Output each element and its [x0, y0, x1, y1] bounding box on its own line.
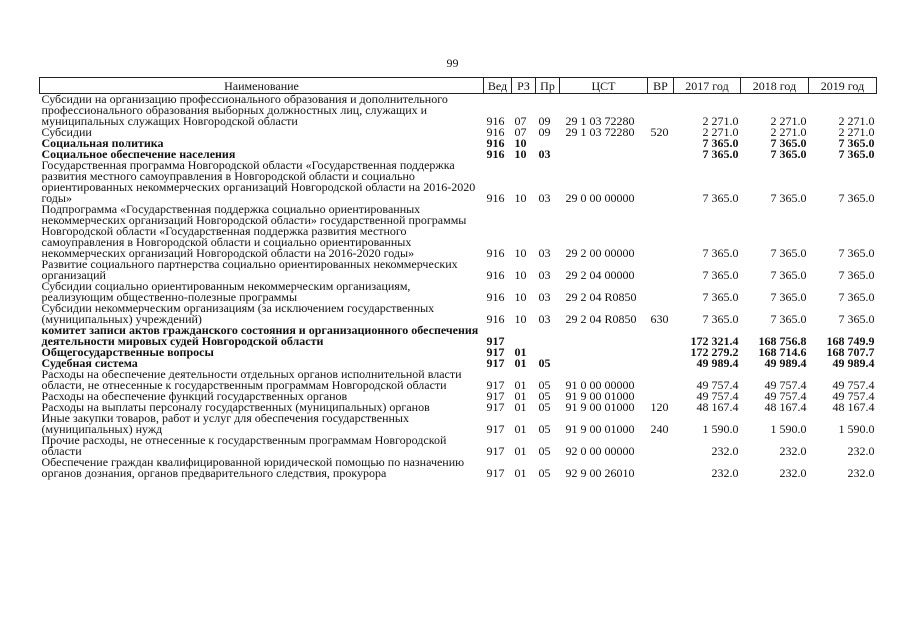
cell-ved: 917	[486, 345, 505, 359]
table-row	[40, 303, 877, 325]
cell-name: Иные закупки товаров, работ и услуг для обеспечения государственных (муниципальных) нужд	[41, 411, 409, 436]
cell-2018: 168 756.8	[758, 334, 807, 348]
cell-2019: 49 757.4	[832, 389, 875, 403]
cell-rz: 10	[514, 268, 527, 282]
cell-pr	[536, 325, 560, 347]
cell-pr: 03	[538, 290, 551, 304]
table-row	[40, 94, 877, 128]
cell-cst: 92 9 00 26010	[565, 466, 635, 480]
cell-rz: 10	[514, 246, 527, 260]
table-row	[40, 127, 877, 138]
cell-2018: 48 167.4	[764, 400, 807, 414]
cell-name: Прочие расходы, не отнесенные к государственным программам Новгородской области	[41, 433, 447, 458]
cell-2018: 7 365.0	[770, 191, 807, 205]
cell-rz: 01	[514, 444, 527, 458]
cell-name: Развитие социального партнерства социально ориентированных некоммерческих организаций	[41, 257, 458, 282]
cell-rz: 01	[514, 422, 527, 436]
cell-2017: 7 365.0	[702, 268, 739, 282]
cell-2019: 48 167.4	[832, 400, 875, 414]
cell-rz: 07	[514, 125, 527, 139]
table-row	[40, 369, 877, 391]
cell-2018: 49 989.4	[764, 356, 807, 370]
cell-vr: 520	[650, 125, 669, 139]
cell-2019: 49 757.4	[832, 378, 875, 392]
cell-2019: 7 365.0	[838, 191, 875, 205]
cell-cst: 92 0 00 00000	[565, 444, 635, 458]
cell-vr	[648, 435, 674, 457]
header-2019: 2019 год	[809, 78, 877, 94]
table-row	[40, 160, 877, 204]
cell-ved: 917	[486, 422, 505, 436]
cell-ved: 916	[486, 246, 505, 260]
cell-cst	[560, 347, 648, 358]
cell-2017: 7 365.0	[702, 191, 739, 205]
cell-vr	[648, 457, 674, 479]
cell-2019: 7 365.0	[838, 147, 875, 161]
cell-rz: 01	[514, 400, 527, 414]
cell-name: Социальная политика	[41, 136, 164, 150]
cell-cst: 91 9 00 01000	[565, 400, 635, 414]
cell-2017: 1 590.0	[702, 422, 739, 436]
cell-cst	[560, 325, 648, 347]
cell-vr: 240	[650, 422, 669, 436]
cell-cst: 29 2 04 00000	[565, 268, 635, 282]
cell-pr: 03	[538, 268, 551, 282]
cell-cst: 29 1 03 72280	[565, 125, 635, 139]
cell-2017: 7 365.0	[702, 136, 739, 150]
cell-ved: 916	[486, 268, 505, 282]
cell-2019: 232.0	[847, 466, 875, 480]
cell-2017: 49 989.4	[696, 356, 739, 370]
cell-2018: 7 365.0	[770, 312, 807, 326]
header-rz: РЗ	[512, 78, 536, 94]
cell-pr: 05	[538, 422, 551, 436]
cell-2018: 49 757.4	[764, 378, 807, 392]
cell-vr	[648, 358, 674, 369]
cell-2019: 7 365.0	[838, 268, 875, 282]
cell-2019: 2 271.0	[838, 114, 875, 128]
cell-2019: 1 590.0	[838, 422, 875, 436]
cell-ved: 917	[486, 378, 505, 392]
cell-rz: 01	[514, 466, 527, 480]
cell-name: Субсидии на организацию профессионального образования и дополнительного профессионального образования выборных должностных лиц, служащих и муниципальных служащих Новгородской области	[41, 92, 448, 128]
cell-pr: 03	[538, 246, 551, 260]
cell-rz: 10	[514, 147, 527, 161]
page-number: 99	[446, 56, 459, 70]
cell-name: Судебная система	[41, 356, 138, 370]
cell-rz: 01	[514, 378, 527, 392]
cell-pr: 05	[538, 466, 551, 480]
cell-rz: 10	[514, 290, 527, 304]
cell-rz: 10	[514, 191, 527, 205]
cell-vr	[648, 160, 674, 204]
cell-2019: 168 707.7	[826, 345, 875, 359]
cell-2017: 49 757.4	[696, 378, 739, 392]
cell-2018: 1 590.0	[770, 422, 807, 436]
cell-pr: 03	[538, 312, 551, 326]
cell-ved: 916	[486, 114, 505, 128]
cell-ved: 917	[486, 389, 505, 403]
cell-2017: 49 757.4	[696, 389, 739, 403]
cell-cst: 29 2 04 R0850	[565, 290, 637, 304]
cell-vr	[648, 259, 674, 281]
cell-vr	[648, 325, 674, 347]
header-2017: 2017 год	[674, 78, 741, 94]
cell-name: Субсидии социально ориентированным некоммерческим организациям, реализующим общественно-полезные программы	[41, 279, 411, 304]
cell-pr: 03	[538, 191, 551, 205]
cell-rz: 10	[514, 312, 527, 326]
header-2018: 2018 год	[741, 78, 809, 94]
cell-cst: 91 0 00 00000	[565, 378, 635, 392]
cell-2018: 7 365.0	[770, 246, 807, 260]
cell-ved: 917	[486, 400, 505, 414]
cell-pr: 09	[538, 114, 551, 128]
cell-ved: 916	[486, 136, 505, 150]
table-row	[40, 259, 877, 281]
cell-2017: 7 365.0	[702, 290, 739, 304]
cell-2017: 7 365.0	[702, 312, 739, 326]
cell-vr	[648, 347, 674, 358]
cell-pr: 05	[538, 389, 551, 403]
cell-2017: 7 365.0	[702, 147, 739, 161]
cell-2019: 2 271.0	[838, 125, 875, 139]
table-row	[40, 204, 877, 259]
cell-2019: 232.0	[847, 444, 875, 458]
cell-2018: 2 271.0	[770, 114, 807, 128]
cell-ved: 916	[486, 125, 505, 139]
cell-cst	[560, 358, 648, 369]
header-ved: Вед	[484, 78, 512, 94]
cell-name: Государственная программа Новгородской области «Государственная поддержка развития местного самоуправления в Новгородской области и социально ориентированных некоммерческих организаций Новгородской области на 2016-2020 годы»	[41, 158, 476, 205]
cell-pr: 05	[538, 400, 551, 414]
cell-2019: 7 365.0	[838, 246, 875, 260]
cell-rz: 01	[514, 356, 527, 370]
cell-cst	[560, 138, 648, 149]
cell-2019: 7 365.0	[838, 136, 875, 150]
table-row	[40, 325, 877, 347]
cell-name: Обеспечение граждан квалифицированной юридической помощью по назначению органов дознания, органов предварительного следствия, прокурора	[41, 455, 465, 480]
cell-2017: 172 321.4	[690, 334, 739, 348]
table-row	[40, 435, 877, 457]
cell-2019: 49 989.4	[832, 356, 875, 370]
budget-table	[39, 77, 877, 479]
cell-vr	[648, 281, 674, 303]
cell-2017: 232.0	[711, 444, 739, 458]
cell-2018: 49 757.4	[764, 389, 807, 403]
cell-pr: 05	[538, 444, 551, 458]
cell-name: Расходы на выплаты персоналу государственных (муниципальных) органов	[41, 400, 430, 414]
cell-2019: 168 749.9	[826, 334, 875, 348]
cell-ved: 917	[486, 444, 505, 458]
cell-2018: 7 365.0	[770, 136, 807, 150]
cell-2017: 2 271.0	[702, 114, 739, 128]
cell-vr: 630	[650, 312, 669, 326]
cell-rz	[512, 325, 536, 347]
cell-rz: 01	[514, 389, 527, 403]
cell-2017: 2 271.0	[702, 125, 739, 139]
table-row	[40, 347, 877, 358]
cell-2018: 232.0	[779, 466, 807, 480]
cell-rz: 10	[514, 136, 527, 150]
cell-name: Общегосударственные вопросы	[41, 345, 214, 359]
cell-ved: 917	[486, 466, 505, 480]
cell-vr	[648, 94, 674, 128]
cell-rz: 01	[514, 345, 527, 359]
cell-ved: 916	[486, 147, 505, 161]
header-cst: ЦСТ	[560, 78, 648, 94]
cell-pr: 05	[538, 356, 551, 370]
cell-2018: 7 365.0	[770, 268, 807, 282]
cell-vr: 120	[650, 400, 669, 414]
table-row	[40, 413, 877, 435]
cell-vr	[648, 204, 674, 259]
header-name: Наименование	[40, 78, 484, 94]
cell-name: комитет записи актов гражданского состояния и организационного обеспечения деятельности мировых судей Новгородской области	[41, 323, 479, 348]
cell-ved: 916	[486, 290, 505, 304]
header-vr: ВР	[648, 78, 674, 94]
cell-cst: 91 9 00 01000	[565, 389, 635, 403]
cell-name: Субсидии некоммерческим организациям (за исключением государственных (муниципальных) учреждений)	[41, 301, 435, 326]
cell-ved: 916	[486, 312, 505, 326]
cell-2018: 2 271.0	[770, 125, 807, 139]
cell-cst: 29 2 04 R0850	[565, 312, 637, 326]
cell-cst: 29 2 00 00000	[565, 246, 635, 260]
cell-ved: 917	[486, 356, 505, 370]
cell-2017: 7 365.0	[702, 246, 739, 260]
table-body	[40, 94, 877, 480]
cell-vr	[648, 138, 674, 149]
cell-cst: 29 1 03 72280	[565, 114, 635, 128]
cell-cst: 91 9 00 01000	[565, 422, 635, 436]
table-row	[40, 457, 877, 479]
cell-pr: 09	[538, 125, 551, 139]
cell-2017: 48 167.4	[696, 400, 739, 414]
cell-2017: 232.0	[711, 466, 739, 480]
cell-2018: 7 365.0	[770, 147, 807, 161]
cell-2019: 7 365.0	[838, 312, 875, 326]
table-row	[40, 281, 877, 303]
cell-2019: 7 365.0	[838, 290, 875, 304]
cell-cst	[560, 149, 648, 160]
cell-2017: 172 279.2	[690, 345, 739, 359]
cell-2018: 232.0	[779, 444, 807, 458]
cell-pr: 03	[538, 147, 551, 161]
cell-2018: 7 365.0	[770, 290, 807, 304]
cell-vr	[648, 369, 674, 391]
cell-name: Субсидии	[41, 125, 92, 139]
cell-ved: 916	[486, 191, 505, 205]
cell-name: Социальное обеспечение населения	[41, 147, 236, 161]
cell-name: Расходы на обеспечение функций государственных органов	[41, 389, 348, 403]
cell-vr	[648, 149, 674, 160]
header-pr: Пр	[536, 78, 560, 94]
cell-ved: 917	[486, 334, 505, 348]
cell-name: Подпрограмма «Государственная поддержка социально ориентированных некоммерческих организаций Новгородской области» государственной программы Новгородской области «Государственная поддержка развития местного самоуправления в Новгородской области и социально ориентированных некоммерческих организаций Новгородской области на 2016-2020 годы»	[41, 202, 467, 260]
cell-2018: 168 714.6	[758, 345, 807, 359]
cell-rz: 07	[514, 114, 527, 128]
cell-cst: 29 0 00 00000	[565, 191, 635, 205]
cell-name: Расходы на обеспечение деятельности отдельных органов исполнительной власти области, не отнесенные к государственным программам Новгородской области	[41, 367, 462, 392]
cell-pr: 05	[538, 378, 551, 392]
